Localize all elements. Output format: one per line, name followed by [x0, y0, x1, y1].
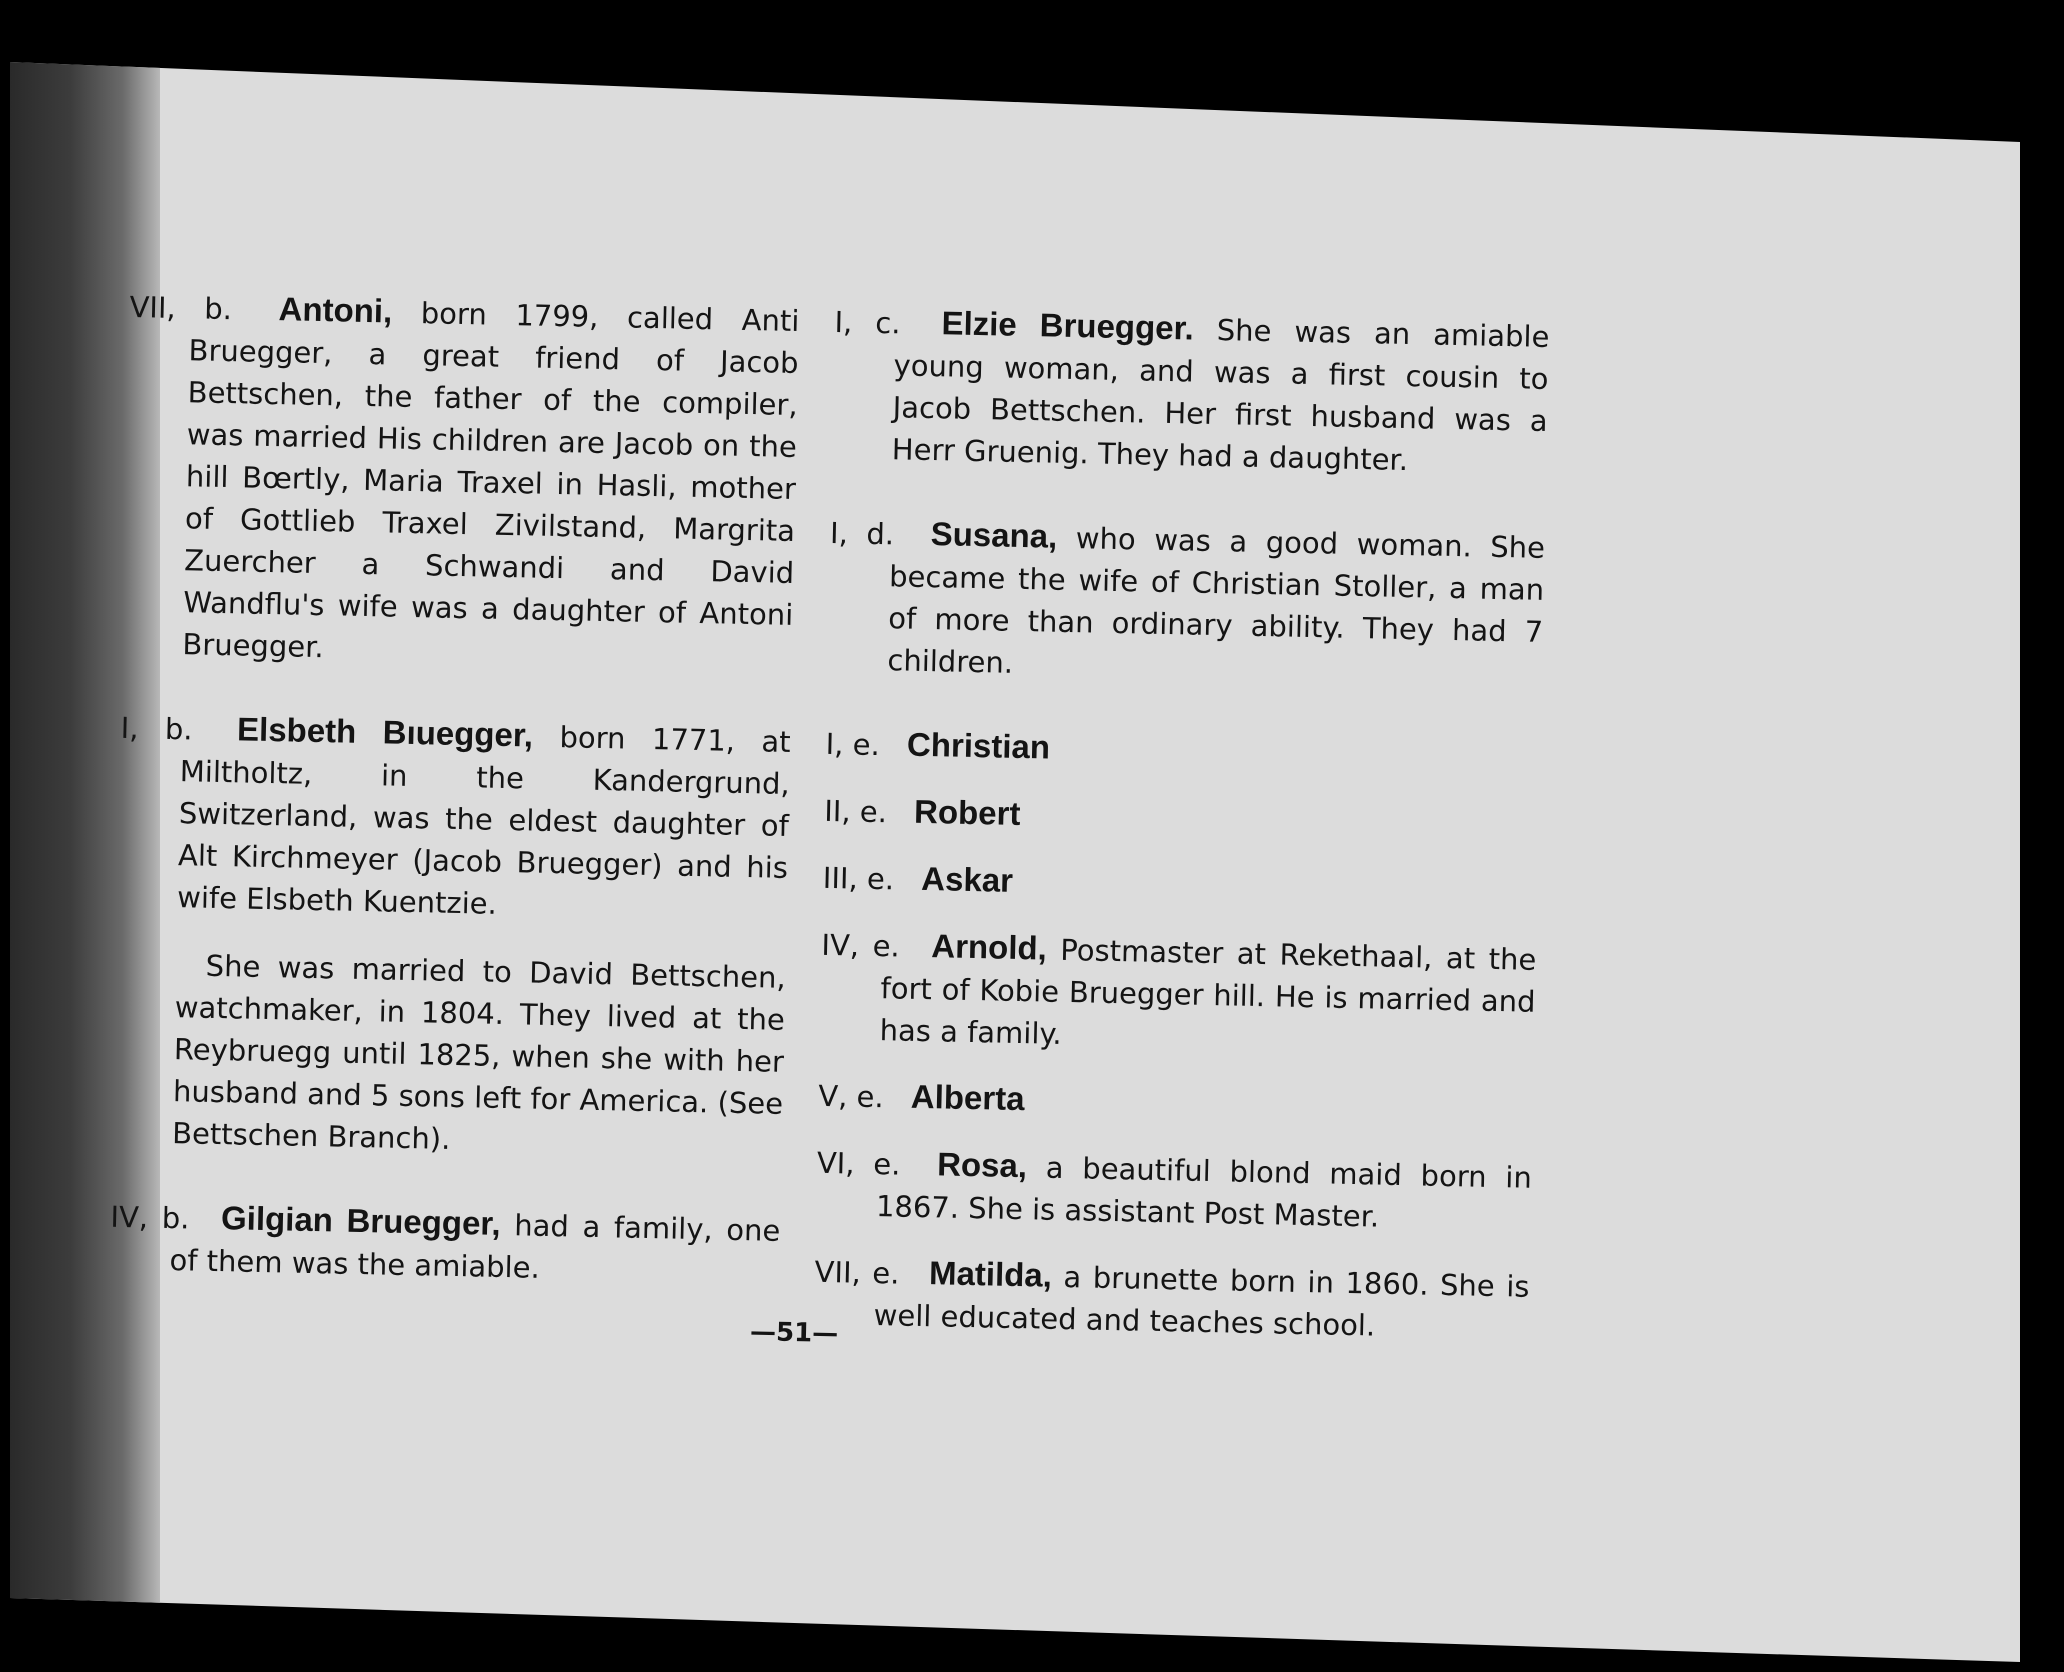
entry-ref: I, c. [834, 304, 901, 341]
genealogy-entry [813, 1250, 1530, 1350]
entry-name: Rosa, [936, 1145, 1028, 1185]
entry-name: Alberta [910, 1077, 1025, 1118]
entry-ref: IV, e. [821, 927, 901, 964]
entry-name: Elsbeth Bıuegger, [236, 710, 534, 754]
genealogy-entry [819, 923, 1537, 1065]
entry-ref: I, d. [829, 515, 895, 552]
entry-name: Matilda, [928, 1254, 1053, 1294]
genealogy-entry [822, 856, 1538, 914]
entry-ref: VII, e. [814, 1254, 900, 1291]
genealogy-entry [112, 706, 791, 1167]
entry-ref: VI, e. [816, 1145, 901, 1182]
entry-paragraph: She was married to David Bettschen, watchmaker, in 1804. They lived at the Reybruegg until 1825, when she with her husband and 5 sons left for America. (See Bettschen Branch). [171, 948, 786, 1156]
entry-ref: VII, b. [129, 289, 233, 327]
entry-text: She was an amiable young woman, and was a first cousin to Jacob Bettschen. Her first husband was a Herr Gruenig. They had a daughter. [891, 313, 1550, 478]
entry-text: who was a good woman. She became the wife of Christian Stoller, a man of more than ordinary ability. They had 7 children. [887, 521, 1546, 680]
entry-ref: V, e. [817, 1078, 885, 1115]
entry-name: Antoni, [278, 290, 393, 330]
entry-name: Susana, [930, 515, 1058, 555]
left-column [108, 285, 800, 1336]
entry-text: born 1799, called Anti Bruegger, a great friend of Jacob Bettschen, the father of the compiler, was married His children are Jacob on the hill Bœrtly, Maria Traxel in Hasli, mother of Gottlieb Traxel Zivilstand, Margrita Zuercher a Schwandi and David Wandflu's wife was a daughter of Antoni Bruegger. [182, 296, 800, 665]
page-number: —51— [749, 1317, 839, 1349]
genealogy-entry [825, 722, 1541, 780]
entry-ref: IV, b. [110, 1199, 190, 1236]
genealogy-entry [816, 1141, 1533, 1241]
entry-ref: I, b. [120, 710, 193, 747]
genealogy-entry [122, 285, 800, 678]
genealogy-entry [818, 1074, 1534, 1132]
entry-text: a brunette born in 1860. She is well educated and teaches school. [873, 1260, 1530, 1343]
genealogy-entry [109, 1195, 781, 1294]
entry-name: Elzie Bruegger. [941, 304, 1195, 347]
entry-text: a beautiful blond maid born in 1867. She is assistant Post Master. [875, 1150, 1533, 1234]
entry-text: had a family, one of them was the amiable. [169, 1208, 781, 1285]
entry-name: Askar [920, 859, 1014, 899]
entry-ref: II, e. [823, 793, 888, 830]
genealogy-entry [827, 511, 1545, 695]
right-column [813, 300, 1550, 1374]
entry-name: Christian [906, 725, 1051, 766]
entry-text: born 1771, at Miltholtz, in the Kandergrund, Switzerland, was the eldest daughter of Alt Kirchmeyer (Jacob Bruegger) and his wife Elsbeth Kuentzie. [176, 720, 791, 921]
entry-name: Robert [913, 792, 1021, 832]
entry-name: Gilgian Bruegger, [220, 1199, 502, 1242]
genealogy-entry [824, 789, 1540, 847]
entry-name: Arnold, [930, 927, 1048, 967]
genealogy-entry [831, 300, 1549, 484]
entry-ref: I, e. [825, 726, 881, 763]
entry-ref: III, e. [822, 860, 895, 897]
entry-text: Postmaster at Rekethaal, at the fort of Kobie Bruegger hill. He is married and has a family. [879, 932, 1537, 1051]
